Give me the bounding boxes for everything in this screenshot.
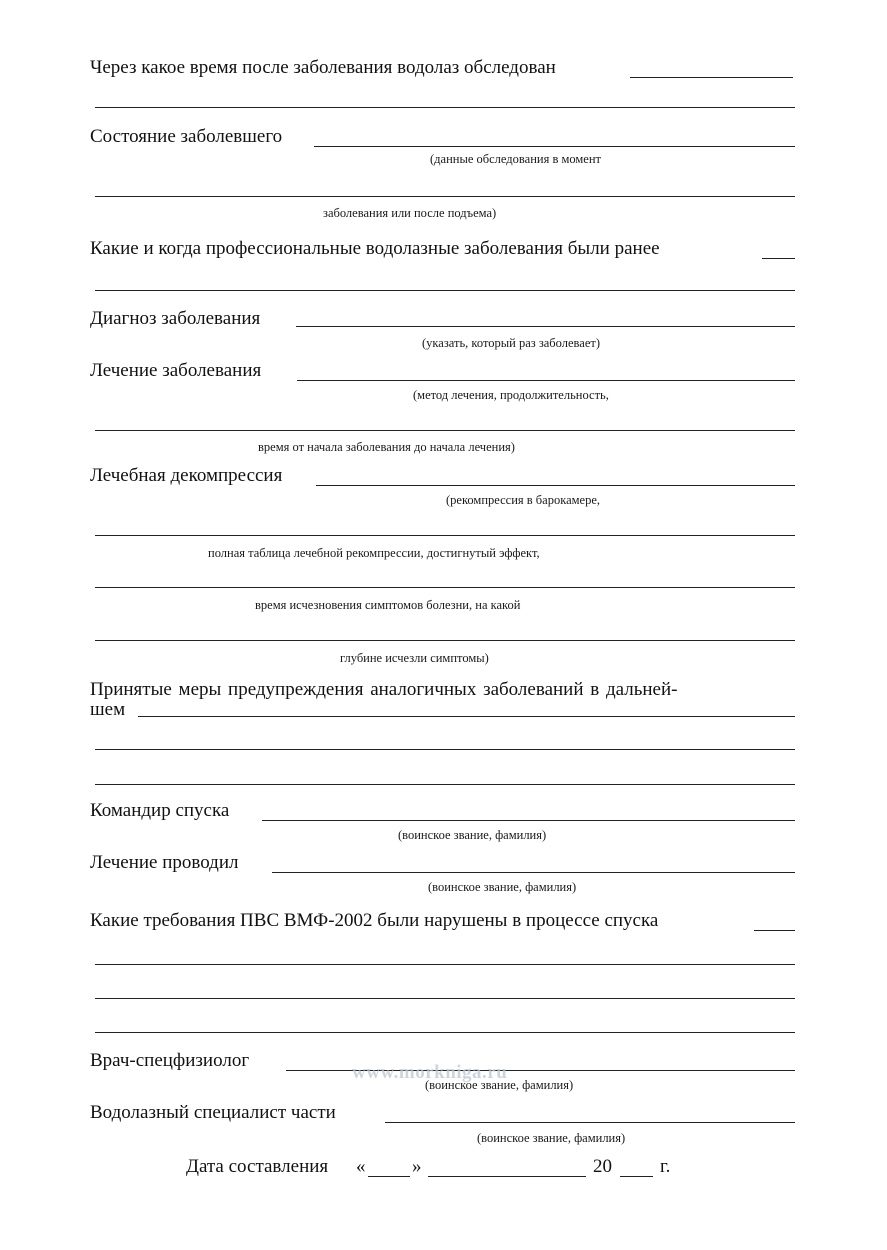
date-day-field[interactable] [368, 1176, 410, 1177]
specialist-label: Водолазный специалист части [90, 1102, 336, 1123]
date-open-quote: « [356, 1156, 366, 1177]
treatment-field[interactable] [297, 380, 795, 381]
specialist-field[interactable] [385, 1122, 795, 1123]
decompression-field[interactable] [316, 485, 795, 486]
prevention-field-line-2[interactable] [95, 749, 795, 750]
date-year-field[interactable] [620, 1176, 653, 1177]
decompression-field-line-4[interactable] [95, 640, 795, 641]
commander-label: Командир спуска [90, 800, 230, 821]
state-hint-2: заболевания или после подъема) [323, 206, 497, 220]
previous-diseases-field-line-2[interactable] [95, 290, 795, 291]
violations-field-line-3[interactable] [95, 998, 795, 999]
treatment-label: Лечение заболевания [90, 360, 262, 381]
decompression-hint-2: полная таблица лечебной рекомпрессии, достигнутый эффект, [208, 546, 540, 560]
violations-field-line-4[interactable] [95, 1032, 795, 1033]
date-close-quote: » [412, 1156, 422, 1177]
exam-time-field[interactable] [630, 77, 793, 78]
treated-by-field[interactable] [272, 872, 795, 873]
prevention-field-line-3[interactable] [95, 784, 795, 785]
exam-time-field-line-2[interactable] [95, 107, 795, 108]
decompression-field-line-3[interactable] [95, 587, 795, 588]
decompression-hint-3: время исчезновения симптомов болезни, на какой [255, 598, 521, 612]
prevention-label: Принятые меры предупреждения аналогичных заболеваний в дальней- [90, 679, 678, 700]
date-label: Дата составления [186, 1156, 329, 1177]
previous-diseases-field[interactable] [762, 258, 795, 259]
state-field-line-2[interactable] [95, 196, 795, 197]
date-year-prefix: 20 [593, 1156, 612, 1177]
doctor-hint: (воинское звание, фамилия) [425, 1078, 574, 1092]
treated-by-label: Лечение проводил [90, 852, 239, 873]
exam-time-label: Через какое время после заболевания водолаз обследован [90, 57, 556, 78]
treatment-field-line-2[interactable] [95, 430, 795, 431]
diagnosis-hint: (указать, который раз заболевает) [422, 336, 600, 350]
state-field[interactable] [314, 146, 795, 147]
decompression-label: Лечебная декомпрессия [90, 465, 283, 486]
decompression-hint: (рекомпрессия в барокамере, [446, 493, 601, 507]
violations-field[interactable] [754, 930, 795, 931]
commander-hint: (воинское звание, фамилия) [398, 828, 547, 842]
treated-by-hint: (воинское звание, фамилия) [428, 880, 577, 894]
state-hint: (данные обследования в момент [430, 152, 602, 166]
violations-label: Какие требования ПВС ВМФ-2002 были нарушены в процессе спуска [90, 910, 659, 931]
state-label: Состояние заболевшего [90, 126, 283, 147]
specialist-hint: (воинское звание, фамилия) [477, 1131, 626, 1145]
violations-field-line-2[interactable] [95, 964, 795, 965]
decompression-field-line-2[interactable] [95, 535, 795, 536]
prevention-label-2: шем [90, 699, 126, 720]
treatment-hint: (метод лечения, продолжительность, [413, 388, 609, 402]
diagnosis-label: Диагноз заболевания [90, 308, 261, 329]
diagnosis-field[interactable] [296, 326, 795, 327]
treatment-hint-2: время от начала заболевания до начала лечения) [258, 440, 515, 454]
decompression-hint-4: глубине исчезли симптомы) [340, 651, 489, 665]
prevention-field[interactable] [138, 716, 795, 717]
commander-field[interactable] [262, 820, 795, 821]
date-year-suffix: г. [660, 1156, 671, 1177]
doctor-label: Врач-спецфизиолог [90, 1050, 250, 1071]
previous-diseases-label: Какие и когда профессиональные водолазные заболевания были ранее [90, 238, 660, 259]
watermark: www.morkniga.ru [352, 1062, 508, 1083]
date-month-field[interactable] [428, 1176, 586, 1177]
